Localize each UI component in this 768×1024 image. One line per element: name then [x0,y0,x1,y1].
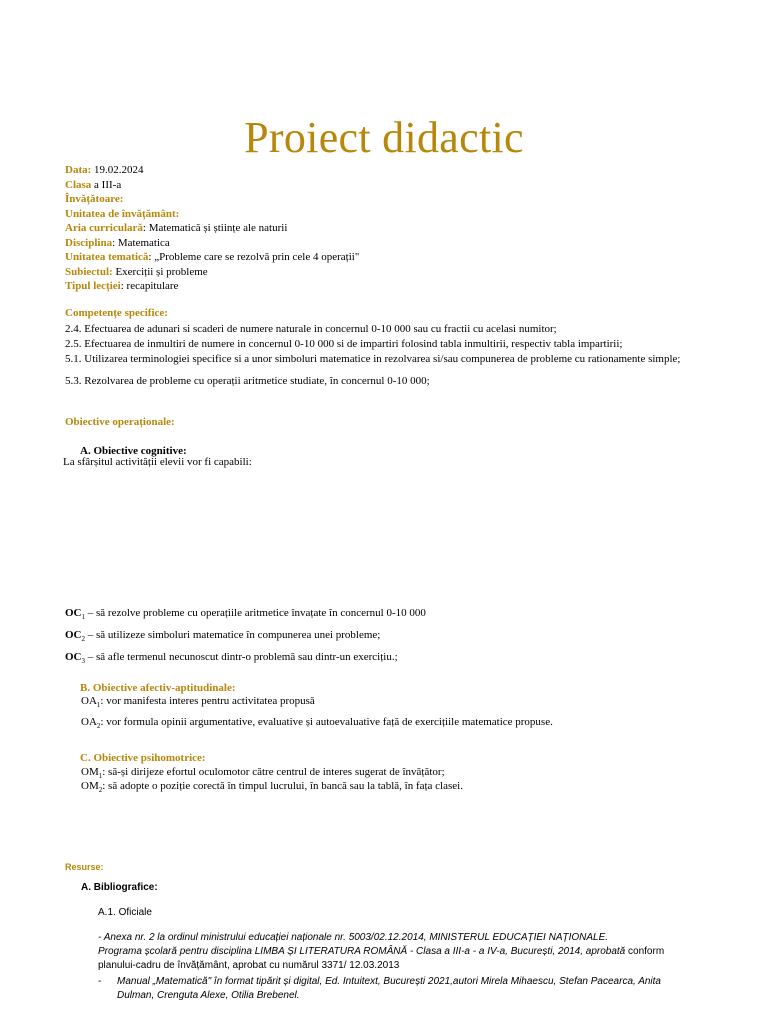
competenta-item: 5.3. Rezolvarea de probleme cu operații aritmetice studiate, în concernul 0-10 000; [65,375,430,387]
oc-item: $OC_3$ – să afle termenul necunoscut dintr-o problemă sau dintr-un exercițiu.; [65,651,398,666]
meta-clasa-row: Clasa a III-a [65,178,122,191]
resource-line: Manual „Matematică" în format tipărit și digital, Ed. Intuitext, București 2021,autori Mirela Mihaescu, Stefan Pacearca, Anita [117,976,661,987]
resource-line: - Anexa nr. 2 la ordinul ministrului educației naționale nr. 5003/02.12.2014, MINISTERUL EDUCAȚIEI NAȚIONALE. [98,932,609,943]
bibliografice-heading: A. Bibliografice: [81,882,158,893]
resource-dash: - [98,976,102,987]
oficiale-heading: A.1. Oficiale [98,907,152,918]
document-title: Proiect didactic [244,113,524,162]
lesson-metadata [65,163,359,294]
psihomotrice-heading: C. Obiective psihomotrice: [80,752,206,764]
competente-heading: Competențe specifice: [65,307,168,319]
competenta-item: 2.5. Efectuarea de inmultiri de numere in concernul 0-10 000 si de impartiri folosind tabla inmultirii, respectiv tabla impartirii; [65,338,623,350]
oc-item: $OC_2$ – să utilizeze simboluri matematice în compunerea unei probleme; [65,629,381,644]
meta-unitatea-tematica-row: Unitatea tematică: „Probleme care se rezolvă prin cele 4 operații" [65,251,360,263]
om-item: $OM_1$: să-și dirijeze efortul oculomotor către centrul de interes sugerat de învățător; [81,766,445,781]
oa-item: $OA_1$: vor manifesta interes pentru activitatea propusă [81,695,315,710]
meta-disciplina-row: Disciplina: Matematica [65,236,170,249]
resource-line: planului-cadru de învățământ, aprobat cu numărul 3371/ 12.03.2013 [98,960,400,971]
meta-subiectul-row: Subiectul: Exerciții și probleme [65,265,208,278]
resource-line: Programa școlară pentru disciplina LIMBA ȘI LITERATURA ROMÂNĂ - Clasa a III-a - a IV-a, București, 2014, aprobată conform [98,946,665,957]
cognitive-intro: La sfârșitul activității elevii vor fi capabili: [63,456,252,468]
cognitive-heading: A. Obiective cognitive: [80,445,187,457]
meta-unitatea-row: Unitatea de învățământ: [65,207,180,220]
competenta-item: 5.1. Utilizarea terminologiei specifice si a unor simboluri matematice in rezolvarea si/sau compunerea de probleme cu rationamente simple; [65,353,681,365]
oa-item: $OA_2$: vor formula opinii argumentative, evaluative și autoevaluative față de exercițiile matematice propuse. [81,716,553,731]
meta-invatatoare-row: Învățătoare: [65,193,124,205]
meta-aria-row: Aria curriculară: Matematică și științe ale naturii [65,222,288,234]
resource-line: Dulman, Crenguta Alexe, Otilia Brebenel. [117,990,300,1001]
obiective-heading: Obiective operaționale: [65,416,175,428]
om-item: $OM_2$: să adopte o poziție corectă în timpul lucrului, în bancă sau la tablă, în fața clasei. [81,780,463,795]
resurse-heading: Resurse: [65,862,104,872]
meta-data-row: Data: 19.02.2024 [65,164,144,176]
oc-item: $OC_1$ – să rezolve probleme cu operațiile aritmetice învațate în concernul 0-10 000 [65,607,426,622]
meta-tipul-row: Tipul lecției: recapitulare [65,280,179,292]
afectiv-heading: B. Obiective afectiv-aptitudinale: [80,682,236,694]
competenta-item: 2.4. Efectuarea de adunari si scaderi de numere naturale in concernul 0-10 000 sau cu fractii cu acelasi numitor; [65,323,557,335]
